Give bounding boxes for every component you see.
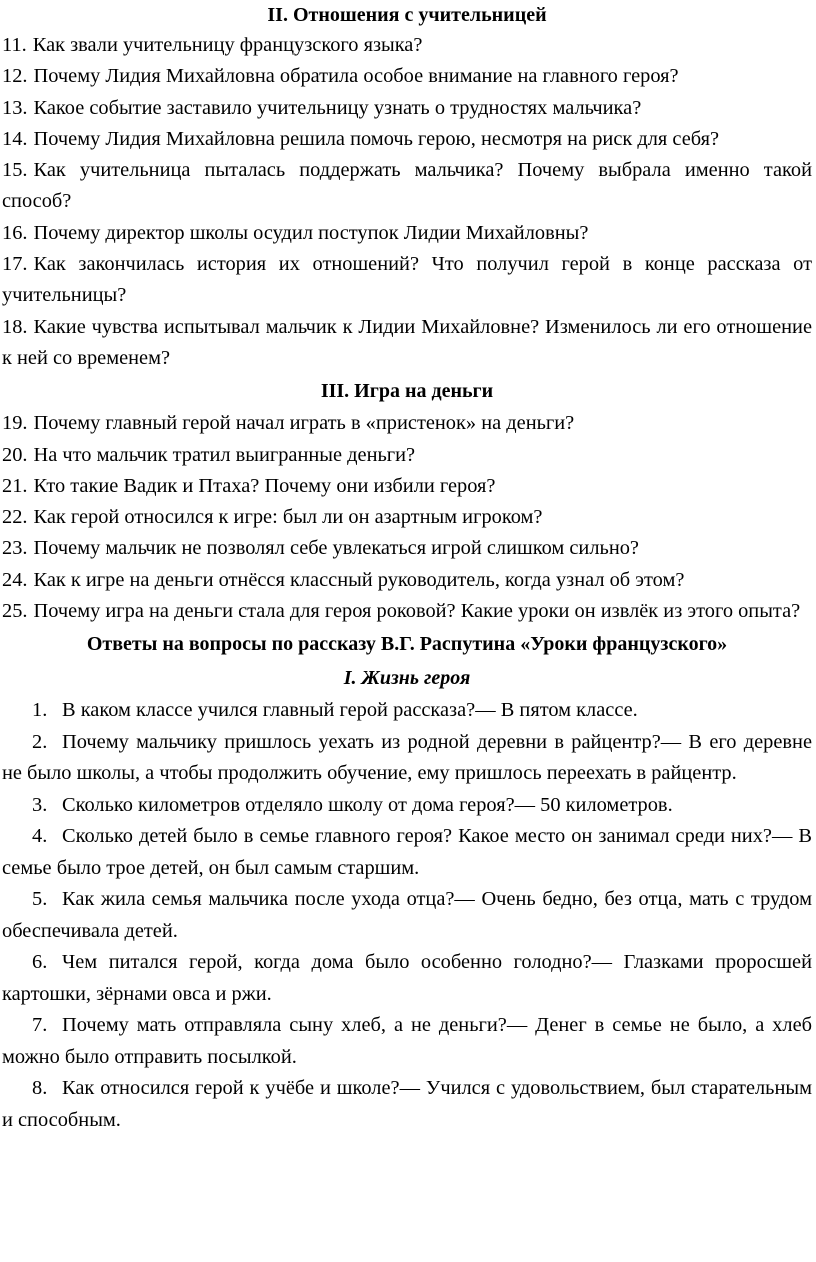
answer-text: Как относился герой к учёбе и школе?— Учился с удовольствием, был старательным и способным. [2, 1077, 812, 1131]
answer-number: 2. [32, 730, 48, 753]
question-15 [2, 155, 812, 218]
answer-text: Сколько детей было в семье главного героя? Какое место он занимал среди них?— В семье было трое детей, он был самым старшим. [2, 825, 812, 879]
answer-item-3 [2, 790, 812, 822]
question-12 [2, 61, 812, 92]
question-20 [2, 440, 812, 471]
section-2-question-list [2, 30, 812, 374]
answer-number: 1. [32, 699, 48, 722]
question-number: 17. [2, 253, 28, 276]
answer-item-6 [2, 947, 812, 1010]
question-text: Как учительница пыталась поддержать мальчика? Почему выбрала именно такой способ? [2, 159, 812, 213]
answer-number: 5. [32, 888, 48, 911]
section-3-heading: III. Игра на деньги [320, 380, 494, 403]
question-number: 19. [2, 412, 28, 435]
answer-number: 3. [32, 793, 48, 816]
question-text: Почему Лидия Михайловна решила помочь герою, несмотря на риск для себя? [33, 127, 720, 150]
question-18 [2, 312, 812, 375]
question-text: Почему главный герой начал играть в «пристенок» на деньги? [33, 412, 575, 435]
question-16 [2, 218, 812, 249]
answer-number: 7. [32, 1014, 48, 1037]
answer-list [2, 695, 812, 1136]
question-22 [2, 502, 812, 533]
question-number: 20. [2, 443, 28, 466]
answer-item-2 [2, 727, 812, 790]
answer-text: Чем питался герой, когда дома было особенно голодно?— Глазками проросшей картошки, зёрнами овса и ржи. [2, 951, 812, 1005]
answer-text: Как жила семья мальчика после ухода отца?— Очень бедно, без отца, мать с трудом обеспечивала детей. [2, 888, 812, 942]
question-number: 24. [2, 568, 28, 591]
answer-text: Сколько километров отделяло школу от дома героя?— 50 километров. [62, 793, 673, 816]
answer-item-8 [2, 1073, 812, 1136]
question-number: 14. [2, 127, 28, 150]
question-number: 15. [2, 159, 28, 182]
answer-item-4 [2, 821, 812, 884]
question-number: 23. [2, 537, 28, 560]
question-11 [2, 30, 812, 61]
answer-text: В каком классе учился главный герой рассказа?— В пятом классе. [62, 699, 638, 722]
question-text: Какое событие заставило учительницу узнать о трудностях мальчика? [33, 96, 642, 119]
question-text: Кто такие Вадик и Птаха? Почему они избили героя? [33, 474, 496, 497]
question-text: Как герой относился к игре: был ли он азартным игроком? [33, 506, 543, 529]
question-25 [2, 596, 812, 627]
question-text: Как к игре на деньги отнёсся классный руководитель, когда узнал об этом? [33, 568, 685, 591]
question-text: Почему игра на деньги стала для героя роковой? Какие уроки он извлёк из этого опыта? [33, 600, 801, 623]
question-number: 22. [2, 506, 28, 529]
answer-number: 8. [32, 1077, 48, 1100]
question-text: Почему мальчик не позволял себе увлекаться игрой слишком сильно? [33, 537, 639, 560]
question-text: Почему Лидия Михайловна обратила особое внимание на главного героя? [33, 65, 679, 88]
question-number: 11. [2, 34, 27, 56]
question-21 [2, 471, 812, 502]
question-23 [2, 533, 812, 564]
answer-text: Почему мать отправляла сыну хлеб, а не деньги?— Денег в семье не было, а хлеб можно было отправить посылкой. [2, 1014, 812, 1068]
section-3-question-list [2, 408, 812, 627]
question-24 [2, 565, 812, 596]
question-text: Почему директор школы осудил поступок Лидии Михайловны? [33, 221, 589, 244]
question-text: Какие чувства испытывал мальчик к Лидии Михайловне? Изменилось ли его отношение к ней со временем? [2, 315, 812, 369]
answer-number: 4. [32, 825, 48, 848]
question-text: На что мальчик тратил выигранные деньги? [33, 443, 416, 466]
question-19 [2, 408, 812, 439]
answer-item-1 [2, 695, 812, 727]
question-text: Как закончилась история их отношений? Что получил герой в конце рассказа от учительницы? [2, 253, 812, 307]
question-text: Как звали учительницу французского языка? [32, 34, 423, 56]
answer-item-5 [2, 884, 812, 947]
question-number: 21. [2, 474, 28, 497]
question-13 [2, 93, 812, 124]
question-number: 25. [2, 600, 28, 623]
answer-text: Почему мальчику пришлось уехать из родной деревни в райцентр?— В его деревне не было школы, а чтобы продолжить обучение, ему пришлось переехать в райцентр. [2, 730, 812, 785]
answers-section-1-heading: I. Жизнь героя [343, 667, 471, 690]
question-number: 13. [2, 96, 28, 119]
question-14 [2, 124, 812, 155]
question-number: 18. [2, 315, 28, 338]
answer-item-7 [2, 1010, 812, 1073]
section-2-heading: II. Отношения с учительницей [267, 4, 547, 26]
answer-number: 6. [32, 951, 48, 974]
answers-heading: Ответы на вопросы по рассказу В.Г. Распутина «Уроки французского» [86, 633, 728, 656]
question-17 [2, 249, 812, 312]
question-number: 16. [2, 221, 28, 244]
question-number: 12. [2, 65, 28, 88]
